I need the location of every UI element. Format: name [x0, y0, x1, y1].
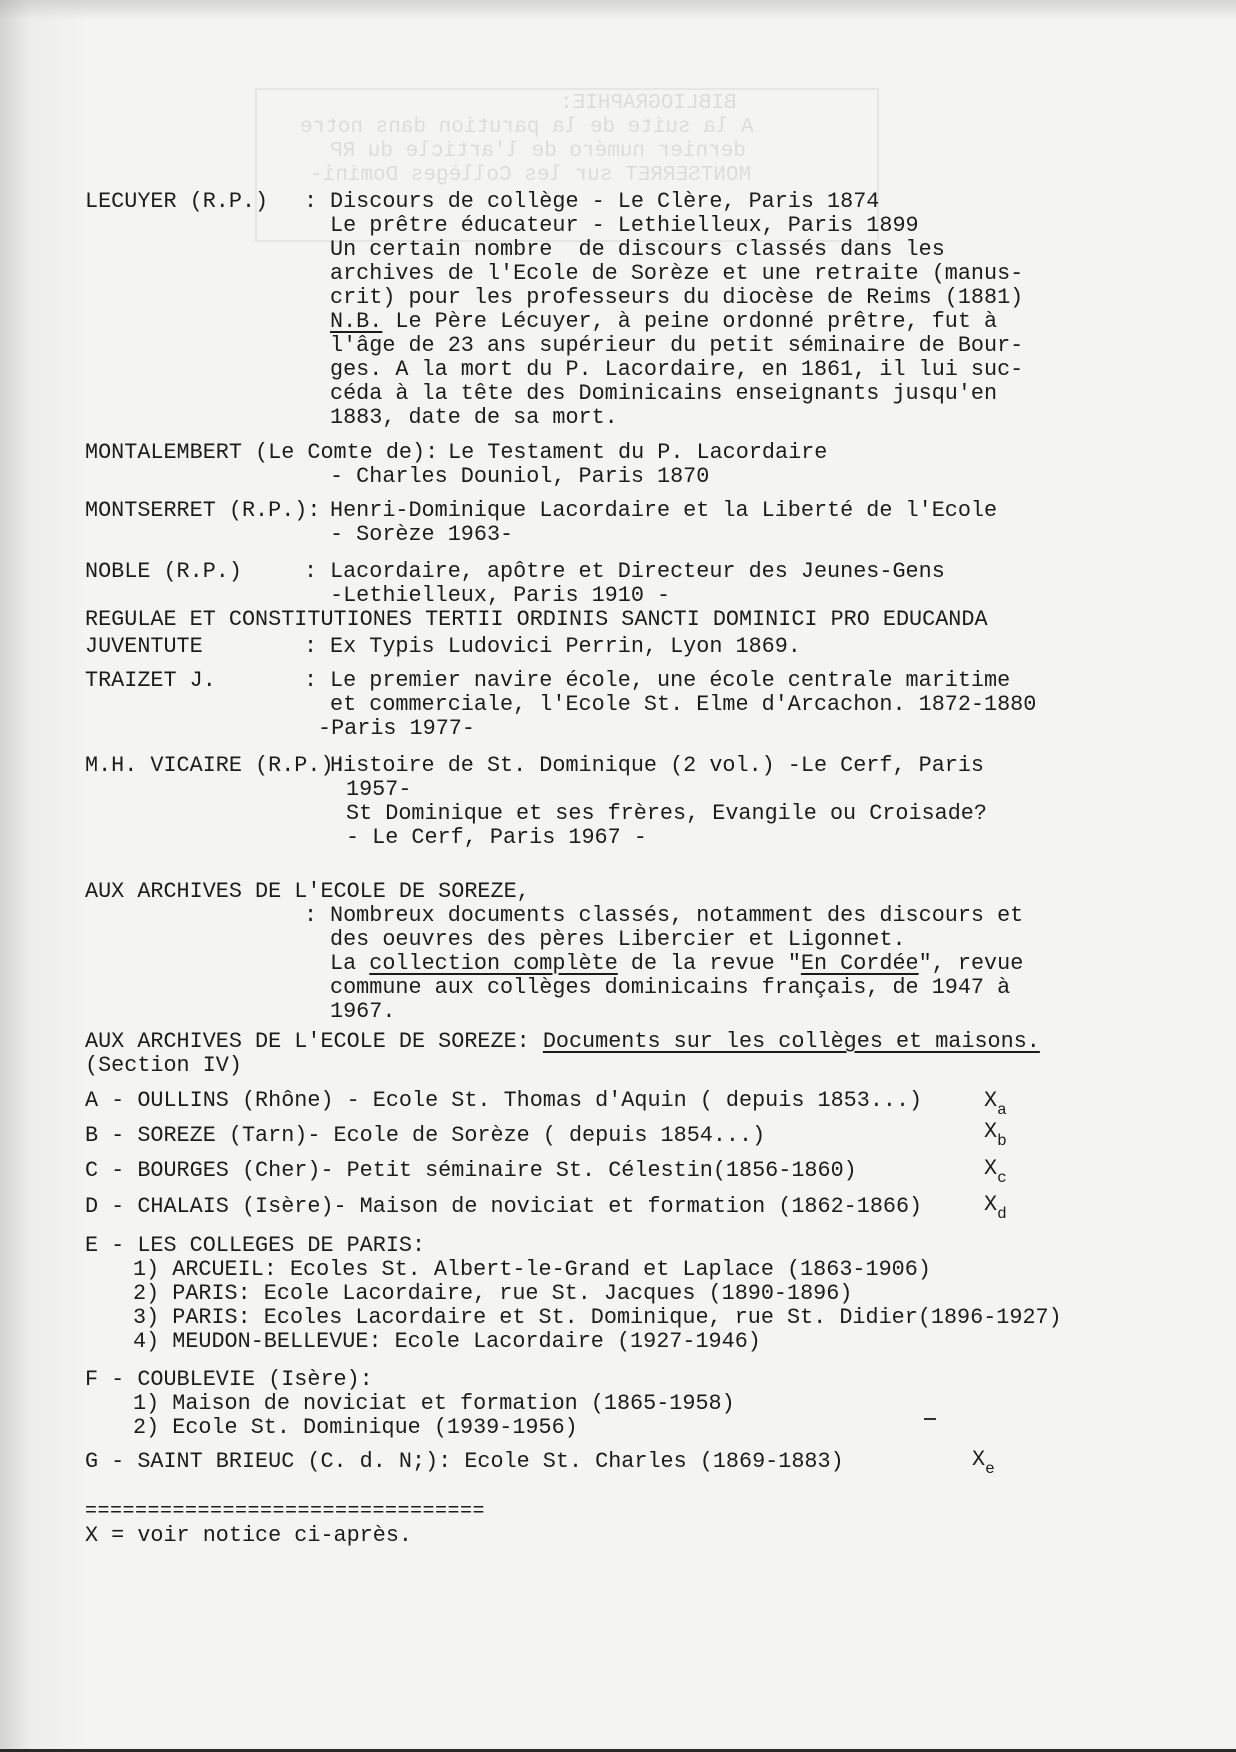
- notice-marker: [972, 1448, 995, 1481]
- entry-line: des oeuvres des pères Libercier et Ligonnet.: [330, 927, 906, 952]
- marker-x: X: [972, 1447, 986, 1472]
- collection-underlined: collection complète: [369, 951, 618, 976]
- entry-line: Le prêtre éducateur - Lethielleux, Paris 1899: [330, 213, 919, 238]
- marker-sub: b: [997, 1132, 1007, 1150]
- entry-separator: :: [304, 189, 318, 214]
- marker-sub: d: [997, 1205, 1007, 1223]
- section-subheading: (Section IV): [85, 1053, 242, 1078]
- entry-line: Histoire de St. Dominique (2 vol.) -Le Cerf, Paris: [330, 753, 985, 778]
- entry-separator: :: [304, 634, 318, 659]
- list-item: G - SAINT BRIEUC (C. d. N;): Ecole St. Charles (1869-1883): [85, 1449, 844, 1474]
- nb-label: N.B.: [330, 309, 383, 334]
- entry-line: - Charles Douniol, Paris 1870: [330, 464, 710, 489]
- collection-post: ", revue: [918, 951, 1024, 976]
- entry-separator: :: [304, 559, 318, 584]
- list-subitem: 2) Ecole St. Dominique (1939-1956): [133, 1415, 578, 1440]
- entry-author: MONTSERRET (R.P.):: [85, 498, 321, 523]
- notice-marker: [984, 1157, 1007, 1190]
- footer-rule: ================================: [85, 1500, 486, 1523]
- marker-sub: a: [997, 1101, 1007, 1119]
- entry-author: NOBLE (R.P.): [85, 559, 242, 584]
- nb-text: Le Père Lécuyer, à peine ordonné prêtre, fut à: [395, 309, 998, 334]
- list-item: B - SOREZE (Tarn)- Ecole de Sorèze ( depuis 1854...): [85, 1123, 766, 1148]
- entry-line: -Paris 1977-: [318, 716, 475, 741]
- collection-mid: de la revue ": [617, 951, 801, 976]
- entry-line: Henri-Dominique Lacordaire et la Liberté de l'Ecole: [330, 498, 998, 523]
- stray-dash-mark: [924, 1418, 936, 1420]
- entry-line-collection: [330, 952, 1023, 976]
- entry-line: Discours de collège - Le Clère, Paris 1874: [330, 189, 880, 214]
- entry-line: 1883, date de sa mort.: [330, 405, 618, 430]
- bleed-through-line: dernier numéro de l'article du RP: [330, 140, 746, 163]
- entry-author: MONTALEMBERT (Le Comte de):: [85, 440, 439, 465]
- list-item: F - COUBLEVIE (Isère):: [85, 1367, 373, 1392]
- entry-line: commune aux collèges dominicains français, de 1947 à: [330, 975, 1011, 1000]
- entry-line: Ex Typis Ludovici Perrin, Lyon 1869.: [330, 634, 801, 659]
- marker-sub: c: [997, 1169, 1007, 1187]
- entry-line: céda à la tête des Dominicains enseignants jusqu'en: [330, 381, 998, 406]
- notice-marker: [984, 1120, 1007, 1153]
- bleed-through-line: A la suite de la parution dans notre: [300, 116, 754, 139]
- entry-line: Le Testament du P. Lacordaire: [448, 440, 828, 465]
- entry-line: Un certain nombre de discours classés dans les: [330, 237, 945, 262]
- entry-line: archives de l'Ecole de Sorèze et une retraite (manus-: [330, 261, 1024, 286]
- list-subitem: 1) ARCUEIL: Ecoles St. Albert-le-Grand et Laplace (1863-1906): [133, 1257, 931, 1282]
- entry-line: ges. A la mort du P. Lacordaire, en 1861, il lui suc-: [330, 357, 1024, 382]
- entry-line: l'âge de 23 ans supérieur du petit séminaire de Bour-: [330, 333, 1024, 358]
- section-heading-underlined: Documents sur les collèges et maisons.: [542, 1029, 1040, 1054]
- list-subitem: 3) PARIS: Ecoles Lacordaire et St. Dominique, rue St. Didier(1896-1927): [133, 1305, 1062, 1330]
- entry-line: St Dominique et ses frères, Evangile ou Croisade?: [346, 801, 987, 826]
- marker-sub: e: [985, 1460, 995, 1478]
- list-subitem: 4) MEUDON-BELLEVUE: Ecole Lacordaire (1927-1946): [133, 1329, 761, 1354]
- entry-line: 1967.: [330, 999, 396, 1024]
- entry-author: M.H. VICAIRE (R.P.):: [85, 753, 347, 778]
- marker-x: X: [984, 1119, 998, 1144]
- list-item: D - CHALAIS (Isère)- Maison de noviciat et formation (1862-1866): [85, 1194, 923, 1219]
- bleed-through-line: MONTSERRET sur les Collèges Domini-: [310, 164, 752, 187]
- entry-author: JUVENTUTE: [85, 634, 203, 659]
- entry-line-nb: [330, 310, 997, 334]
- entry-line: Lacordaire, apôtre et Directeur des Jeunes-Gens: [330, 559, 945, 584]
- review-title-underlined: En Cordée: [800, 951, 919, 976]
- entry-separator: :: [304, 903, 318, 928]
- section-heading: [85, 1030, 1040, 1054]
- entry-line: Le premier navire école, une école centrale maritime: [330, 668, 1011, 693]
- marker-x: X: [984, 1088, 998, 1113]
- marker-x: X: [984, 1192, 998, 1217]
- marker-x: X: [984, 1156, 998, 1181]
- entry-author: AUX ARCHIVES DE L'ECOLE DE SOREZE,: [85, 879, 530, 904]
- entry-line: 1957-: [346, 777, 412, 802]
- entry-line: - Le Cerf, Paris 1967 -: [346, 825, 647, 850]
- notice-marker: [984, 1193, 1007, 1226]
- footer-note: X = voir notice ci-après.: [85, 1523, 413, 1548]
- notice-marker: [984, 1089, 1007, 1122]
- list-item: C - BOURGES (Cher)- Petit séminaire St. Célestin(1856-1860): [85, 1158, 857, 1183]
- list-item: E - LES COLLEGES DE PARIS:: [85, 1233, 426, 1258]
- entry-author: LECUYER (R.P.): [85, 189, 269, 214]
- bleed-through-line: BIBLIOGRAPHIE:: [560, 92, 737, 115]
- entry-author: TRAIZET J.: [85, 668, 216, 693]
- entry-line: -Lethielleux, Paris 1910 -: [330, 583, 671, 608]
- entry-line: crit) pour les professeurs du diocèse de Reims (1881): [330, 285, 1024, 310]
- entry-line: Nombreux documents classés, notamment des discours et: [330, 903, 1024, 928]
- collection-pre: La: [330, 951, 370, 976]
- list-item: A - OULLINS (Rhône) - Ecole St. Thomas d'Aquin ( depuis 1853...): [85, 1088, 923, 1113]
- entry-line: et commerciale, l'Ecole St. Elme d'Arcachon. 1872-1880: [330, 692, 1037, 717]
- section-heading-pre: AUX ARCHIVES DE L'ECOLE DE SOREZE:: [85, 1029, 543, 1054]
- list-subitem: 2) PARIS: Ecole Lacordaire, rue St. Jacques (1890-1896): [133, 1281, 853, 1306]
- entry-author: REGULAE ET CONSTITUTIONES TERTII ORDINIS SANCTI DOMINICI PRO EDUCANDA: [85, 607, 988, 632]
- list-subitem: 1) Maison de noviciat et formation (1865-1958): [133, 1391, 735, 1416]
- entry-separator: :: [304, 668, 318, 693]
- entry-line: - Sorèze 1963-: [330, 522, 514, 547]
